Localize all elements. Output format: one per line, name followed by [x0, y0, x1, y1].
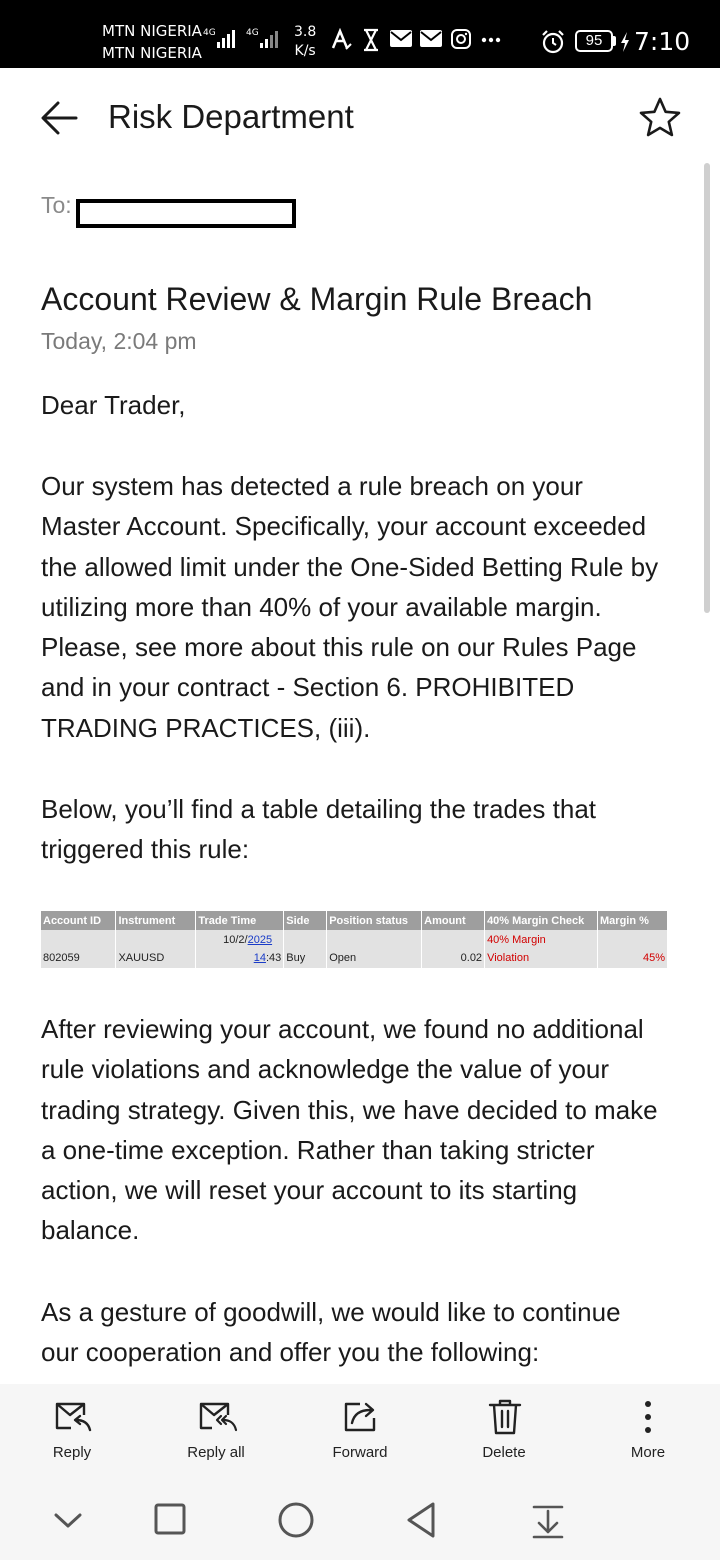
paragraph-line: TRADING PRACTICES, (iii).	[41, 712, 371, 743]
paragraph-1	[41, 466, 681, 748]
speed-value: 3.8	[294, 24, 317, 40]
email-action-bar	[0, 1384, 720, 1480]
table-header-row	[41, 911, 668, 930]
paragraph-line: triggered this rule:	[41, 834, 250, 865]
more-button[interactable]	[593, 1398, 703, 1472]
paragraph-line: Our system has detected a rule breach on your	[41, 471, 583, 501]
margin-check-line-1: 40% Margin	[487, 934, 546, 946]
nav-collapse-button[interactable]	[46, 1498, 90, 1542]
nav-recents-button[interactable]	[148, 1498, 192, 1542]
greeting: Dear Trader,	[41, 390, 186, 420]
paragraph-line: Master Account. Specifically, your account exceeded	[41, 511, 647, 542]
instagram-icon	[450, 28, 472, 50]
carrier-2: MTN NIGERIA	[102, 44, 202, 62]
paragraph-line: trading strategy. Given this, we have decided to make	[41, 1094, 658, 1125]
delete-label: Delete	[482, 1444, 526, 1461]
trade-minutes: :43	[265, 952, 282, 964]
col-header: Trade Time	[196, 911, 284, 930]
speed-unit: K/s	[294, 43, 316, 59]
trade-hour-link[interactable]: 14	[253, 952, 266, 964]
more-label: More	[630, 1444, 666, 1461]
paragraph-line: Below, you’ll find a table detailing the trades that	[41, 794, 597, 824]
cell-margin-pct: 45%	[598, 930, 668, 968]
trade-date: 10/2/	[223, 934, 248, 946]
redacted-recipient	[76, 199, 296, 228]
mail-icon	[389, 28, 413, 50]
paragraph-line: our cooperation and offer you the following:	[41, 1337, 540, 1368]
col-header: Amount	[422, 911, 485, 930]
hourglass-icon	[362, 28, 380, 52]
table-row	[41, 930, 668, 968]
margin-check-line-2: Violation	[487, 952, 530, 964]
paragraph-line: utilizing more than 40% of your available margin.	[41, 591, 602, 622]
reply-all-button[interactable]	[161, 1398, 271, 1472]
paragraph-2	[41, 789, 681, 870]
paragraph-line: Please, see more about this rule on our Rules Page	[41, 632, 637, 663]
paragraph-4	[41, 1292, 681, 1373]
delete-button[interactable]	[449, 1398, 559, 1472]
system-nav-bar	[0, 1480, 720, 1560]
paragraph-line: action, we will reset your account to its starting	[41, 1175, 578, 1206]
carrier-names	[102, 20, 202, 64]
status-bar	[0, 0, 720, 68]
trash-icon	[486, 1398, 524, 1436]
net-2-label: 4G	[246, 28, 259, 38]
paragraph-line: As a gesture of goodwill, we would like to continue	[41, 1297, 621, 1327]
paragraph-line: rule violations and acknowledge the value of your	[41, 1054, 610, 1085]
battery-nub	[613, 36, 616, 46]
chevron-down-icon	[46, 1498, 90, 1542]
forward-button[interactable]	[305, 1398, 415, 1472]
carrier-1: MTN NIGERIA	[102, 22, 202, 40]
paragraph-line: After reviewing your account, we found no additional	[41, 1014, 644, 1044]
reply-all-icon	[198, 1398, 238, 1434]
paragraph-line: the allowed limit under the One-Sided Betting Rule by	[41, 551, 659, 582]
nav-back-button[interactable]	[400, 1498, 444, 1542]
cell-side: Buy	[284, 930, 327, 968]
back-button[interactable]	[36, 96, 84, 140]
cell-margin-check	[485, 930, 598, 968]
col-header: 40% Margin Check	[485, 911, 598, 930]
clock: 7:10	[634, 27, 691, 56]
nav-notifications-button[interactable]	[526, 1498, 570, 1542]
network-speed	[294, 23, 316, 61]
col-header: Account ID	[41, 911, 116, 930]
reply-all-label: Reply all	[187, 1444, 245, 1461]
reply-label: Reply	[52, 1444, 92, 1461]
cell-position-status: Open	[327, 930, 422, 968]
col-header: Position status	[327, 911, 422, 930]
battery-level: 95	[575, 30, 613, 52]
trades-table	[41, 911, 668, 968]
star-button[interactable]	[636, 94, 684, 142]
net-1-label: 4G	[203, 28, 216, 38]
reply-icon	[54, 1398, 92, 1434]
paragraph-line: a one-time exception. Rather than taking stricter	[41, 1134, 595, 1165]
app-header	[0, 68, 720, 168]
col-header: Instrument	[116, 911, 196, 930]
to-label: To:	[41, 192, 72, 218]
paragraph-3	[41, 1009, 681, 1251]
col-header: Side	[284, 911, 327, 930]
reply-button[interactable]	[17, 1398, 127, 1472]
cell-amount: 0.02	[422, 930, 485, 968]
signal-1-icon	[203, 26, 241, 52]
forward-label: Forward	[332, 1444, 388, 1461]
mail-icon	[419, 28, 443, 50]
cell-instrument: XAUUSD	[116, 930, 196, 968]
star-icon	[636, 94, 684, 142]
trade-year-link[interactable]: 2025	[247, 934, 273, 946]
font-a-icon	[331, 28, 353, 52]
cell-trade-time	[196, 930, 284, 968]
back-arrow-icon	[36, 96, 84, 140]
signal-2-icon	[246, 26, 286, 52]
email-date: Today, 2:04 pm	[41, 328, 197, 354]
email-subject: Account Review & Margin Rule Breach	[41, 281, 593, 317]
paragraph-line: balance.	[41, 1215, 140, 1246]
charging-icon	[619, 31, 631, 53]
circle-icon	[274, 1498, 318, 1542]
col-header: Margin %	[598, 911, 668, 930]
forward-icon	[342, 1398, 380, 1434]
scrollbar[interactable]	[704, 163, 710, 613]
more-dots-icon	[481, 37, 501, 43]
nav-home-button[interactable]	[274, 1498, 318, 1542]
cell-account-id: 802059	[41, 930, 116, 968]
triangle-back-icon	[400, 1498, 444, 1542]
paragraph-line: and in your contract - Section 6. PROHIBITED	[41, 672, 575, 703]
square-icon	[148, 1498, 192, 1542]
pull-down-icon	[526, 1498, 570, 1542]
page-title: Risk Department	[108, 98, 354, 135]
more-vertical-icon	[630, 1398, 668, 1436]
alarm-icon	[540, 29, 566, 55]
